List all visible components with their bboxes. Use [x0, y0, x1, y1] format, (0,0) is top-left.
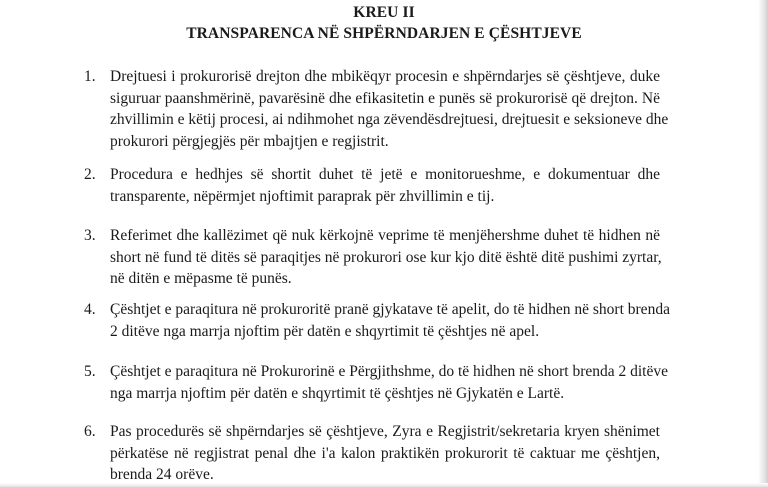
chapter-heading: KREU II	[353, 4, 415, 21]
item-line: Çështjet e paraqitura në prokuroritë pranë gjykatave të apelit, do të hidhen në short brenda	[110, 301, 670, 318]
item-line: transparente, nëpërmjet njoftimit paraprak për zhvillimin e tij.	[110, 187, 495, 205]
item-text	[110, 66, 669, 152]
item-number: 3.	[84, 227, 96, 244]
item-text	[110, 421, 660, 486]
item-line: Drejtuesi i prokurorisë drejton dhe mbikëqyr procesin e shpërndarjes së çështjeve, duke	[110, 68, 660, 85]
page-right-edge	[758, 0, 768, 487]
item-line: Referimet dhe kallëzimet që nuk kërkojnë veprime të menjëhershme duhet të hidhen në	[110, 227, 660, 244]
item-line: prokurori përgjegjës për mbajtjen e regjistrit.	[110, 132, 389, 150]
item-text	[110, 299, 670, 342]
item-line: në ditën e mëpasme të punës.	[110, 270, 292, 287]
item-number: 5.	[84, 363, 96, 380]
item-line: brenda 24 orëve.	[110, 466, 214, 483]
item-line: siguruar paanshmërinë, pavarësinë dhe efikasitetin e punës së prokurorisë që drejton. Në	[110, 89, 660, 107]
page-bottom-edge	[0, 483, 768, 487]
item-text	[110, 225, 660, 290]
item-line: zhvillimin e këtij procesi, ai ndihmohet nga zëvendësdrejtuesi, drejtuesit e seksioneve dhe	[110, 111, 669, 128]
item-text	[110, 361, 668, 404]
item-line: nga marrja njoftim për datën e shqyrtimit të çështjes në Gjykatën e Lartë.	[110, 384, 565, 402]
item-number: 4.	[84, 301, 96, 318]
item-line: Procedura e hedhjes së shortit duhet të jetë e monitorueshme, e dokumentuar dhe	[110, 166, 660, 183]
item-line: 2 ditëve nga marrja njoftim për datën e shqyrtimit të çështjes në apel.	[110, 322, 540, 340]
item-line: Çështjet e paraqitura në Prokurorinë e Përgjithshme, do të hidhen në short brenda 2 ditëve	[110, 363, 668, 380]
item-line: përkatëse në regjistrat penal dhe i'a kalon praktikën prokurorit të caktuar me çështjen,	[110, 444, 660, 462]
item-line: Pas procedurës së shpërndarjes së çështjeve, Zyra e Regjistrit/sekretaria kryen shënimet	[110, 423, 660, 440]
item-number: 2.	[84, 166, 96, 183]
item-number: 1.	[84, 68, 96, 85]
chapter-title: TRANSPARENCA NË SHPËRNDARJEN E ÇËSHTJEVE	[186, 25, 582, 42]
item-number: 6.	[84, 423, 96, 440]
item-text	[110, 164, 660, 207]
item-line: short në fund të ditës së paraqitjes në prokurori ose kur kjo ditë është ditë pushimi zyrtar,	[110, 248, 662, 266]
